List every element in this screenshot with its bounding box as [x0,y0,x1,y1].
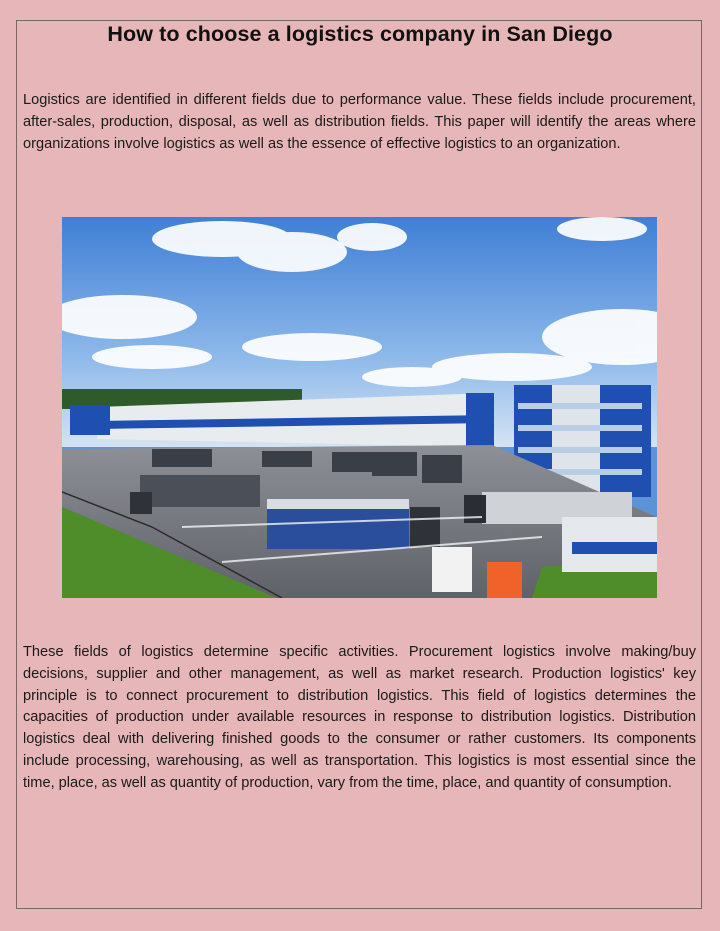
page-title: How to choose a logistics company in San Diego [107,22,613,46]
intro-paragraph: Logistics are identified in different fields due to performance value. These fields include procurement, after-sales, production, disposal, as well as distribution fields. This paper will identify the areas where organizations involve logistics as well as the essence of effective logistics to an organization. [23,92,696,152]
fields-paragraph: These fields of logistics determine specific activities. Procurement logistics involve making/buy decisions, supplier and other management, as well as market research. Production logistics' key principle is to connect procurement to distribution logistics. This field of logistics determines the capacities of production under available resources in response to distribution logistics. Distribution logistics deal with delivering finished goods to the consumer or rather customers. Its components include processing, warehousing, as well as transportation. This logistics is most essential since the time, place, as well as quantity of production, vary from the time, place, and quantity of consumption. [23,644,696,791]
logistics-warehouse-photo [62,217,657,598]
